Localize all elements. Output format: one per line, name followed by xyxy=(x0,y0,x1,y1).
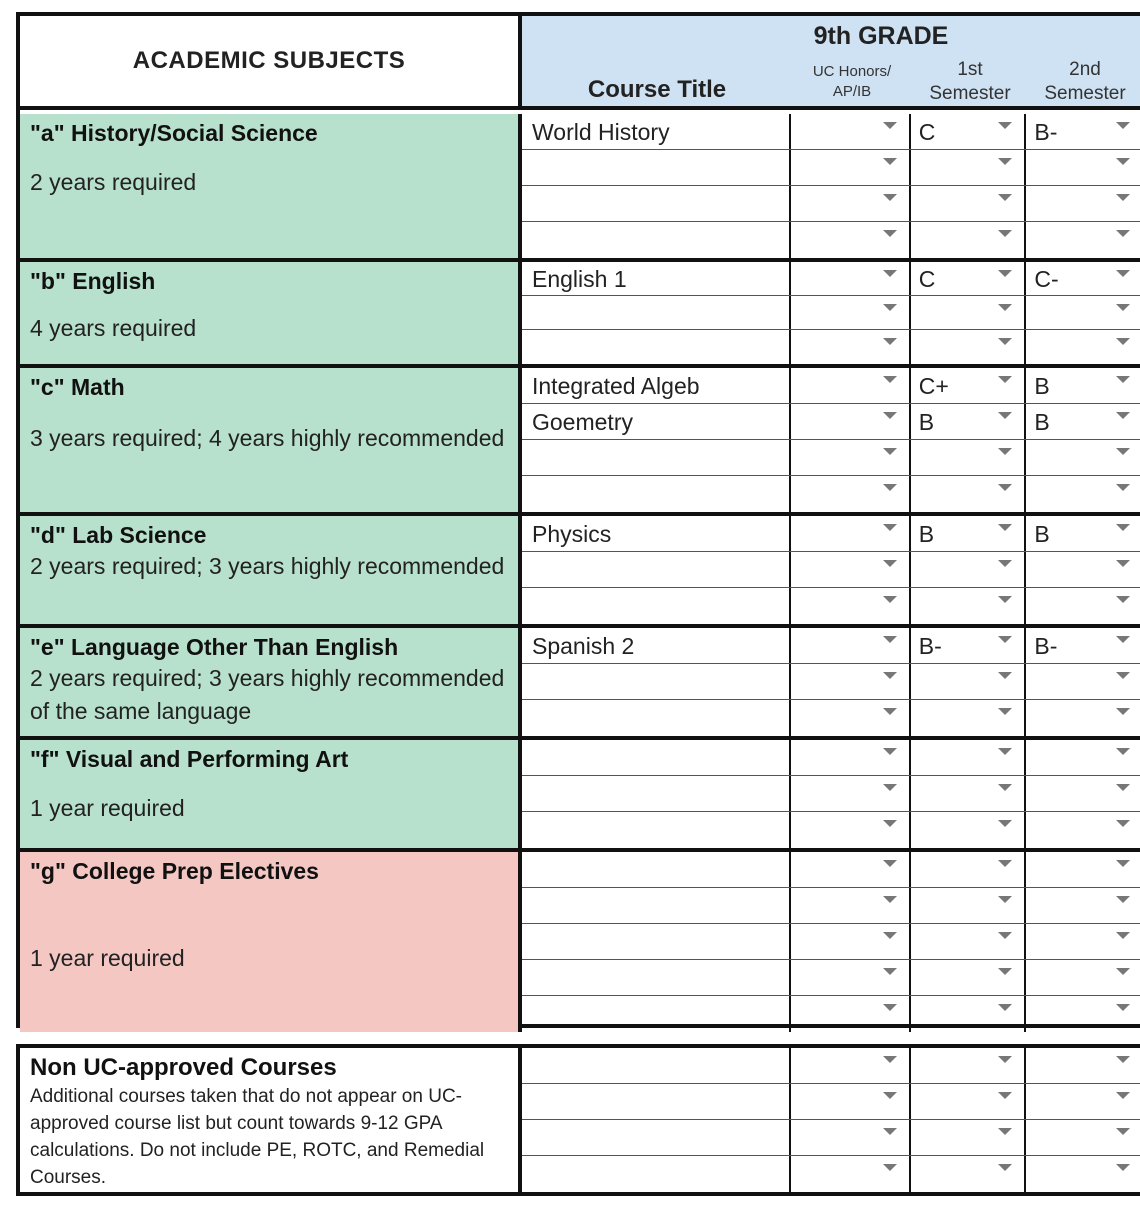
dropdown-arrow-icon[interactable] xyxy=(998,596,1012,603)
dropdown-arrow-icon[interactable] xyxy=(883,448,897,455)
dropdown-arrow-icon[interactable] xyxy=(883,968,897,975)
semester2-header-line1: 2nd xyxy=(1069,59,1101,80)
course-title-cell[interactable] xyxy=(522,924,791,959)
course-row xyxy=(522,1120,1140,1156)
semester1-grade-dropdown[interactable] xyxy=(911,222,1027,258)
subject-cell xyxy=(20,852,522,1032)
honors-dropdown[interactable] xyxy=(791,996,911,1032)
dropdown-arrow-icon[interactable] xyxy=(883,412,897,419)
dropdown-arrow-icon[interactable] xyxy=(1116,820,1130,827)
semester1-grade-dropdown[interactable] xyxy=(911,296,1027,329)
subject-requirement: 2 years required; 3 years highly recommended of the same language xyxy=(30,665,505,724)
course-row xyxy=(522,1156,1140,1192)
dropdown-arrow-icon[interactable] xyxy=(1116,122,1130,129)
dropdown-arrow-icon[interactable] xyxy=(998,412,1012,419)
course-title-cell[interactable] xyxy=(522,368,791,403)
grade-header xyxy=(522,16,1140,110)
dropdown-arrow-icon[interactable] xyxy=(883,1056,897,1063)
dropdown-arrow-icon[interactable] xyxy=(998,304,1012,311)
honors-dropdown[interactable] xyxy=(791,114,911,149)
dropdown-arrow-icon[interactable] xyxy=(998,1128,1012,1135)
dropdown-arrow-icon[interactable] xyxy=(1116,412,1130,419)
course-title-cell[interactable] xyxy=(522,296,791,329)
semester1-grade-dropdown[interactable] xyxy=(911,960,1027,995)
subject-course-rows xyxy=(522,852,1140,1032)
honors-dropdown[interactable] xyxy=(791,440,911,475)
course-row xyxy=(522,588,1140,624)
dropdown-arrow-icon[interactable] xyxy=(883,820,897,827)
dropdown-arrow-icon[interactable] xyxy=(998,932,1012,939)
semester1-grade-dropdown[interactable] xyxy=(911,404,1027,439)
semester2-grade-dropdown-value: B xyxy=(1034,521,1050,547)
course-row xyxy=(522,960,1140,996)
course-title-cell-value: Integrated Algeb xyxy=(532,373,700,399)
honors-dropdown[interactable] xyxy=(791,588,911,624)
dropdown-arrow-icon[interactable] xyxy=(1116,968,1130,975)
semester1-grade-dropdown[interactable] xyxy=(911,516,1027,551)
dropdown-arrow-icon[interactable] xyxy=(998,158,1012,165)
honors-dropdown[interactable] xyxy=(791,368,911,403)
honors-dropdown[interactable] xyxy=(791,960,911,995)
course-row xyxy=(522,1048,1140,1084)
dropdown-arrow-icon[interactable] xyxy=(998,784,1012,791)
course-row xyxy=(522,296,1140,330)
grade-label: 9th GRADE xyxy=(813,22,949,50)
honors-dropdown[interactable] xyxy=(791,150,911,185)
dropdown-arrow-icon[interactable] xyxy=(883,708,897,715)
dropdown-arrow-icon[interactable] xyxy=(1116,932,1130,939)
course-row xyxy=(522,1084,1140,1120)
dropdown-arrow-icon[interactable] xyxy=(883,560,897,567)
dropdown-arrow-icon[interactable] xyxy=(883,596,897,603)
non-uc-label-cell xyxy=(20,1048,522,1192)
semester1-grade-dropdown[interactable] xyxy=(911,740,1027,775)
semester2-grade-dropdown[interactable] xyxy=(1026,114,1140,149)
course-title-cell[interactable] xyxy=(522,852,791,887)
semester1-grade-dropdown-value: C+ xyxy=(918,373,949,399)
subject-cell xyxy=(20,262,522,368)
semester2-grade-dropdown[interactable] xyxy=(1026,960,1140,995)
semester1-header-line1: 1st xyxy=(957,59,983,80)
dropdown-arrow-icon[interactable] xyxy=(883,524,897,531)
course-row xyxy=(522,440,1140,476)
semester2-grade-dropdown[interactable] xyxy=(1026,404,1140,439)
semester2-header xyxy=(1028,58,1140,106)
semester2-grade-dropdown[interactable] xyxy=(1026,588,1140,624)
semester1-grade-dropdown[interactable] xyxy=(911,150,1027,185)
subject-course-rows xyxy=(522,740,1140,852)
semester1-grade-dropdown[interactable] xyxy=(911,628,1027,663)
semester2-grade-dropdown[interactable] xyxy=(1026,852,1140,887)
subject-course-rows xyxy=(522,516,1140,628)
dropdown-arrow-icon[interactable] xyxy=(998,560,1012,567)
subject-cell xyxy=(20,740,522,852)
semester2-grade-dropdown[interactable] xyxy=(1026,924,1140,959)
dropdown-arrow-icon[interactable] xyxy=(1116,194,1130,201)
course-title-cell[interactable] xyxy=(522,404,791,439)
dropdown-arrow-icon[interactable] xyxy=(1116,158,1130,165)
semester2-grade-dropdown[interactable] xyxy=(1026,516,1140,551)
semester1-grade-dropdown[interactable] xyxy=(911,1084,1027,1119)
semester1-grade-dropdown[interactable] xyxy=(911,440,1027,475)
course-title-cell-value: Physics xyxy=(532,521,612,547)
semester2-grade-dropdown-value: B- xyxy=(1034,119,1058,145)
semester1-grade-dropdown[interactable] xyxy=(911,552,1027,587)
dropdown-arrow-icon[interactable] xyxy=(883,784,897,791)
dropdown-arrow-icon[interactable] xyxy=(1116,1128,1130,1135)
honors-header xyxy=(792,62,912,102)
course-row xyxy=(522,404,1140,440)
dropdown-arrow-icon[interactable] xyxy=(1116,596,1130,603)
semester1-grade-dropdown[interactable] xyxy=(911,996,1027,1032)
honors-dropdown[interactable] xyxy=(791,1156,911,1192)
semester1-header xyxy=(912,58,1028,106)
course-title-cell[interactable] xyxy=(522,552,791,587)
semester1-grade-dropdown[interactable] xyxy=(911,852,1027,887)
dropdown-arrow-icon[interactable] xyxy=(1116,708,1130,715)
semester1-grade-dropdown[interactable] xyxy=(911,888,1027,923)
dropdown-arrow-icon[interactable] xyxy=(883,1004,897,1011)
semester1-grade-dropdown-value: B xyxy=(918,409,935,435)
dropdown-arrow-icon[interactable] xyxy=(883,636,897,643)
semester2-grade-dropdown[interactable] xyxy=(1026,1084,1140,1119)
honors-dropdown[interactable] xyxy=(791,740,911,775)
dropdown-arrow-icon[interactable] xyxy=(1116,1056,1130,1063)
semester1-grade-dropdown[interactable] xyxy=(911,330,1027,364)
dropdown-arrow-icon[interactable] xyxy=(883,194,897,201)
course-row xyxy=(522,476,1140,512)
subject-title: "e" Language Other Than English xyxy=(30,634,399,660)
dropdown-arrow-icon[interactable] xyxy=(1116,896,1130,903)
course-title-cell[interactable] xyxy=(522,960,791,995)
dropdown-arrow-icon[interactable] xyxy=(1116,524,1130,531)
subject-title: "d" Lab Science xyxy=(30,522,207,548)
subject-requirement: 2 years required xyxy=(30,169,197,195)
dropdown-arrow-icon[interactable] xyxy=(1116,376,1130,383)
subject-title: "a" History/Social Science xyxy=(30,120,318,146)
dropdown-arrow-icon[interactable] xyxy=(998,376,1012,383)
dropdown-arrow-icon[interactable] xyxy=(998,338,1012,345)
subject-cell xyxy=(20,516,522,628)
dropdown-arrow-icon[interactable] xyxy=(883,1164,897,1171)
dropdown-arrow-icon[interactable] xyxy=(1116,484,1130,491)
dropdown-arrow-icon[interactable] xyxy=(883,932,897,939)
dropdown-arrow-icon[interactable] xyxy=(883,230,897,237)
academic-subjects-header xyxy=(20,16,522,110)
honors-dropdown[interactable] xyxy=(791,186,911,221)
academic-subjects-label: ACADEMIC SUBJECTS xyxy=(132,47,406,74)
dropdown-arrow-icon[interactable] xyxy=(998,1056,1012,1063)
subject-cell xyxy=(20,114,522,262)
dropdown-arrow-icon[interactable] xyxy=(998,230,1012,237)
semester2-grade-dropdown[interactable] xyxy=(1026,262,1140,295)
semester2-grade-dropdown[interactable] xyxy=(1026,628,1140,663)
course-title-cell[interactable] xyxy=(522,330,791,364)
semester2-grade-dropdown[interactable] xyxy=(1026,812,1140,848)
course-title-cell[interactable] xyxy=(522,740,791,775)
subject-cell xyxy=(20,628,522,740)
semester1-grade-dropdown[interactable] xyxy=(911,476,1027,512)
honors-dropdown[interactable] xyxy=(791,1120,911,1155)
semester1-grade-dropdown[interactable] xyxy=(911,1120,1027,1155)
honors-dropdown[interactable] xyxy=(791,222,911,258)
honors-dropdown[interactable] xyxy=(791,476,911,512)
dropdown-arrow-icon[interactable] xyxy=(883,122,897,129)
dropdown-arrow-icon[interactable] xyxy=(883,484,897,491)
dropdown-arrow-icon[interactable] xyxy=(998,896,1012,903)
course-row xyxy=(522,368,1140,404)
course-title-cell[interactable] xyxy=(522,222,791,258)
dropdown-arrow-icon[interactable] xyxy=(1116,1004,1130,1011)
dropdown-arrow-icon[interactable] xyxy=(998,1164,1012,1171)
dropdown-arrow-icon[interactable] xyxy=(1116,636,1130,643)
course-row xyxy=(522,552,1140,588)
dropdown-arrow-icon[interactable] xyxy=(998,1092,1012,1099)
dropdown-arrow-icon[interactable] xyxy=(998,1004,1012,1011)
semester2-grade-dropdown[interactable] xyxy=(1026,888,1140,923)
honors-header-line1: UC Honors/ xyxy=(812,63,892,80)
dropdown-arrow-icon[interactable] xyxy=(998,860,1012,867)
course-title-cell[interactable] xyxy=(522,664,791,699)
course-title-cell[interactable] xyxy=(522,776,791,811)
course-title-cell[interactable] xyxy=(522,628,791,663)
dropdown-arrow-icon[interactable] xyxy=(883,338,897,345)
course-row xyxy=(522,114,1140,150)
dropdown-arrow-icon[interactable] xyxy=(1116,1164,1130,1171)
honors-dropdown[interactable] xyxy=(791,516,911,551)
semester2-grade-dropdown[interactable] xyxy=(1026,740,1140,775)
dropdown-arrow-icon[interactable] xyxy=(1116,304,1130,311)
subject-requirement: 3 years required; 4 years highly recommended xyxy=(30,425,505,451)
semester2-header-line2: Semester xyxy=(1044,83,1126,104)
dropdown-arrow-icon[interactable] xyxy=(883,1128,897,1135)
course-title-cell[interactable] xyxy=(522,262,791,295)
course-title-cell[interactable] xyxy=(522,516,791,551)
honors-dropdown[interactable] xyxy=(791,404,911,439)
course-planner-table xyxy=(16,12,1140,1028)
dropdown-arrow-icon[interactable] xyxy=(998,636,1012,643)
dropdown-arrow-icon[interactable] xyxy=(883,748,897,755)
dropdown-arrow-icon[interactable] xyxy=(1116,230,1130,237)
dropdown-arrow-icon[interactable] xyxy=(883,376,897,383)
dropdown-arrow-icon[interactable] xyxy=(998,708,1012,715)
dropdown-arrow-icon[interactable] xyxy=(998,672,1012,679)
semester2-grade-dropdown[interactable] xyxy=(1026,440,1140,475)
semester1-grade-dropdown[interactable] xyxy=(911,588,1027,624)
course-row xyxy=(522,740,1140,776)
semester1-grade-dropdown[interactable] xyxy=(911,262,1027,295)
semester1-grade-dropdown-value: B xyxy=(918,521,935,547)
dropdown-arrow-icon[interactable] xyxy=(883,860,897,867)
honors-dropdown[interactable] xyxy=(791,664,911,699)
subject-title: "f" Visual and Performing Art xyxy=(30,746,349,772)
semester1-grade-dropdown-value: B- xyxy=(918,633,942,659)
semester2-grade-dropdown[interactable] xyxy=(1026,1048,1140,1083)
semester2-grade-dropdown-value: C- xyxy=(1034,266,1059,292)
non-uc-courses-table xyxy=(16,1044,1140,1196)
course-title-cell[interactable] xyxy=(522,1120,791,1155)
course-row xyxy=(522,888,1140,924)
semester2-grade-dropdown[interactable] xyxy=(1026,776,1140,811)
dropdown-arrow-icon[interactable] xyxy=(883,896,897,903)
dropdown-arrow-icon[interactable] xyxy=(998,484,1012,491)
honors-dropdown[interactable] xyxy=(791,1084,911,1119)
dropdown-arrow-icon[interactable] xyxy=(1116,784,1130,791)
dropdown-arrow-icon[interactable] xyxy=(1116,448,1130,455)
semester2-grade-dropdown-value: B xyxy=(1034,409,1050,435)
semester2-grade-dropdown[interactable] xyxy=(1026,552,1140,587)
course-row xyxy=(522,924,1140,960)
dropdown-arrow-icon[interactable] xyxy=(998,968,1012,975)
semester2-grade-dropdown[interactable] xyxy=(1026,700,1140,736)
semester1-grade-dropdown[interactable] xyxy=(911,114,1027,149)
semester2-grade-dropdown[interactable] xyxy=(1026,368,1140,403)
course-row xyxy=(522,776,1140,812)
semester2-grade-dropdown[interactable] xyxy=(1026,476,1140,512)
semester1-grade-dropdown[interactable] xyxy=(911,924,1027,959)
semester1-grade-dropdown[interactable] xyxy=(911,664,1027,699)
subject-title: "b" English xyxy=(30,268,156,294)
honors-dropdown[interactable] xyxy=(791,628,911,663)
subject-course-rows xyxy=(522,114,1140,262)
semester1-grade-dropdown[interactable] xyxy=(911,368,1027,403)
dropdown-arrow-icon[interactable] xyxy=(1116,560,1130,567)
subject-course-rows xyxy=(522,628,1140,740)
subject-cell xyxy=(20,368,522,516)
dropdown-arrow-icon[interactable] xyxy=(1116,672,1130,679)
dropdown-arrow-icon[interactable] xyxy=(1116,338,1130,345)
semester2-grade-dropdown[interactable] xyxy=(1026,186,1140,221)
dropdown-arrow-icon[interactable] xyxy=(883,1092,897,1099)
course-row xyxy=(522,262,1140,296)
semester1-grade-dropdown[interactable] xyxy=(911,1048,1027,1083)
course-title-cell-value: English 1 xyxy=(532,266,627,292)
course-title-cell[interactable] xyxy=(522,996,791,1032)
semester1-grade-dropdown[interactable] xyxy=(911,700,1027,736)
course-title-cell[interactable] xyxy=(522,700,791,736)
subject-requirement: 1 year required xyxy=(30,945,185,971)
course-title-cell-value: Goemetry xyxy=(532,409,633,435)
semester1-header-line2: Semester xyxy=(929,83,1011,104)
course-title-header: Course Title xyxy=(587,76,727,103)
honors-dropdown[interactable] xyxy=(791,552,911,587)
course-title-cell[interactable] xyxy=(522,1048,791,1083)
dropdown-arrow-icon[interactable] xyxy=(998,524,1012,531)
semester2-grade-dropdown[interactable] xyxy=(1026,1156,1140,1192)
semester1-grade-dropdown[interactable] xyxy=(911,776,1027,811)
semester2-grade-dropdown[interactable] xyxy=(1026,330,1140,364)
dropdown-arrow-icon[interactable] xyxy=(1116,860,1130,867)
subject-title: "g" College Prep Electives xyxy=(30,858,319,884)
subject-title: "c" Math xyxy=(30,374,125,400)
subject-requirement: 1 year required xyxy=(30,795,185,821)
honors-dropdown[interactable] xyxy=(791,296,911,329)
course-title-cell-value: World History xyxy=(532,119,670,145)
course-row xyxy=(522,516,1140,552)
honors-dropdown[interactable] xyxy=(791,924,911,959)
course-title-cell[interactable] xyxy=(522,114,791,149)
subject-course-rows xyxy=(522,262,1140,368)
dropdown-arrow-icon[interactable] xyxy=(883,304,897,311)
dropdown-arrow-icon[interactable] xyxy=(998,122,1012,129)
course-title-cell[interactable] xyxy=(522,186,791,221)
dropdown-arrow-icon[interactable] xyxy=(1116,270,1130,277)
course-title-cell[interactable] xyxy=(522,440,791,475)
dropdown-arrow-icon[interactable] xyxy=(998,748,1012,755)
semester1-grade-dropdown-value: C xyxy=(918,266,936,292)
dropdown-arrow-icon[interactable] xyxy=(883,672,897,679)
subject-requirement: 4 years required xyxy=(30,315,197,341)
semester2-grade-dropdown[interactable] xyxy=(1026,664,1140,699)
course-title-cell[interactable] xyxy=(522,150,791,185)
honors-dropdown[interactable] xyxy=(791,1048,911,1083)
course-title-cell-value: Spanish 2 xyxy=(532,633,635,659)
non-uc-rows xyxy=(522,1048,1140,1192)
honors-dropdown[interactable] xyxy=(791,262,911,295)
honors-dropdown[interactable] xyxy=(791,776,911,811)
semester2-grade-dropdown[interactable] xyxy=(1026,150,1140,185)
semester2-grade-dropdown[interactable] xyxy=(1026,296,1140,329)
semester2-grade-dropdown-value: B- xyxy=(1034,633,1058,659)
course-row xyxy=(522,628,1140,664)
non-uc-title: Non UC-approved Courses xyxy=(30,1054,337,1081)
course-title-cell[interactable] xyxy=(522,812,791,848)
course-title-cell[interactable] xyxy=(522,1156,791,1192)
subject-requirement: 2 years required; 3 years highly recommended xyxy=(30,553,505,579)
course-row xyxy=(522,330,1140,364)
dropdown-arrow-icon[interactable] xyxy=(998,448,1012,455)
dropdown-arrow-icon[interactable] xyxy=(998,194,1012,201)
semester2-grade-dropdown[interactable] xyxy=(1026,996,1140,1032)
semester1-grade-dropdown[interactable] xyxy=(911,186,1027,221)
course-title-cell[interactable] xyxy=(522,588,791,624)
semester1-grade-dropdown-value: C xyxy=(918,119,936,145)
dropdown-arrow-icon[interactable] xyxy=(998,270,1012,277)
honors-dropdown[interactable] xyxy=(791,852,911,887)
course-row xyxy=(522,812,1140,848)
course-title-cell[interactable] xyxy=(522,888,791,923)
semester2-grade-dropdown[interactable] xyxy=(1026,1120,1140,1155)
honors-dropdown[interactable] xyxy=(791,812,911,848)
course-row xyxy=(522,150,1140,186)
dropdown-arrow-icon[interactable] xyxy=(883,270,897,277)
course-row xyxy=(522,186,1140,222)
course-row xyxy=(522,996,1140,1032)
course-row xyxy=(522,852,1140,888)
semester2-grade-dropdown-value: B xyxy=(1034,373,1050,399)
dropdown-arrow-icon[interactable] xyxy=(1116,1092,1130,1099)
non-uc-description: Additional courses taken that do not appear on UC-approved course list but count towards 9-12 GPA calculations. Do not include PE, ROTC, and Remedial Courses. xyxy=(30,1086,485,1188)
course-row xyxy=(522,700,1140,736)
dropdown-arrow-icon[interactable] xyxy=(1116,748,1130,755)
dropdown-arrow-icon[interactable] xyxy=(883,158,897,165)
course-title-cell[interactable] xyxy=(522,476,791,512)
subject-course-rows xyxy=(522,368,1140,516)
semester2-grade-dropdown[interactable] xyxy=(1026,222,1140,258)
semester1-grade-dropdown[interactable] xyxy=(911,812,1027,848)
course-row xyxy=(522,222,1140,258)
course-row xyxy=(522,664,1140,700)
dropdown-arrow-icon[interactable] xyxy=(998,820,1012,827)
honors-header-line2: AP/IB xyxy=(832,83,872,100)
honors-dropdown[interactable] xyxy=(791,700,911,736)
honors-dropdown[interactable] xyxy=(791,888,911,923)
honors-dropdown[interactable] xyxy=(791,330,911,364)
course-title-cell[interactable] xyxy=(522,1084,791,1119)
semester1-grade-dropdown[interactable] xyxy=(911,1156,1027,1192)
